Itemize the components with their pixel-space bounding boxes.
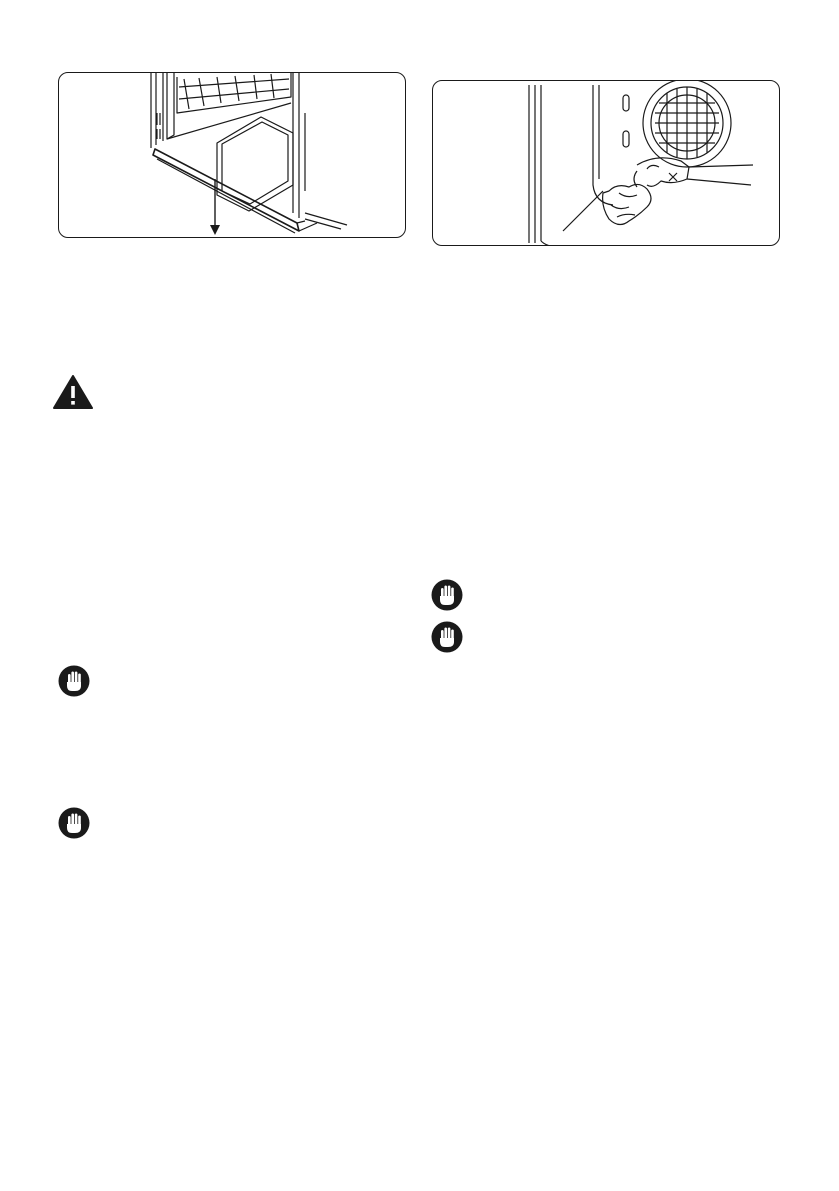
hand-wiping-oven-interior-illustration: [433, 81, 780, 246]
stop-hand-icon: [431, 579, 463, 611]
stop-hand-icon: [58, 807, 90, 839]
stop-hand-icon: [58, 665, 90, 697]
warning-triangle-icon: [52, 374, 94, 410]
figure-oven-door-removal: [58, 72, 406, 238]
figure-oven-wiping: [432, 80, 780, 246]
stop-hand-icon: [431, 621, 463, 653]
oven-door-removal-illustration: [59, 73, 406, 238]
